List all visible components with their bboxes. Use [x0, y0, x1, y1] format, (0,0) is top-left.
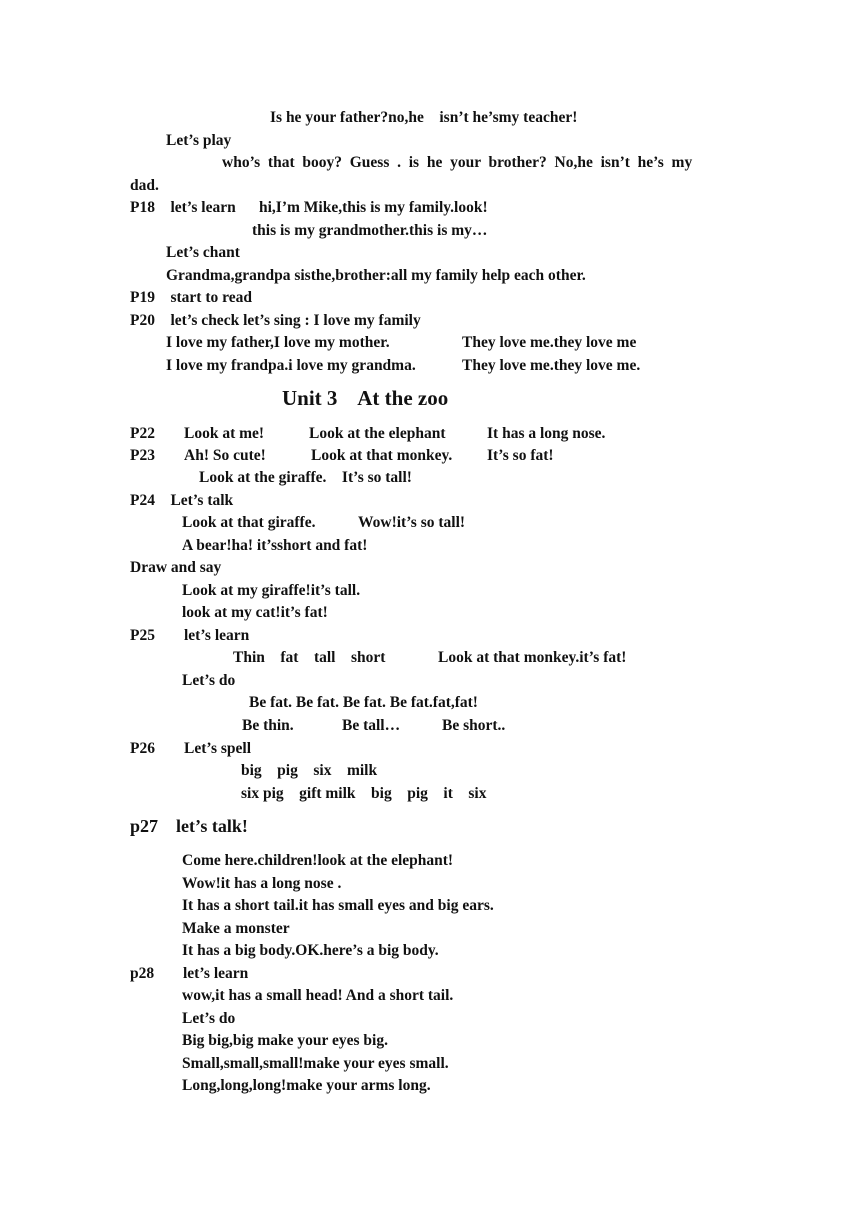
text-line: Let’s do: [182, 1010, 236, 1027]
text-line: Thin fat tall short: [233, 649, 386, 666]
page-label: p28: [130, 965, 155, 982]
text-line: P24 Let’s talk: [130, 492, 234, 509]
text-line: Is he your father?no,he isn’t he’smy teacher!: [270, 109, 578, 126]
text-line: It has a long nose.: [487, 425, 606, 442]
text-line: Look at that monkey.it’s fat!: [438, 649, 627, 666]
text-line: wow,it has a small head! And a short tail.: [182, 987, 454, 1004]
text-line: Let’s spell: [184, 740, 252, 757]
text-line: P18 let’s learn hi,I’m Mike,this is my family.look!: [130, 199, 488, 216]
text-line: dad.: [130, 177, 159, 194]
text-line: Look at that giraffe.: [182, 514, 316, 531]
text-line: look at my cat!it’s fat!: [182, 604, 328, 621]
text-line: Look at that monkey.: [311, 447, 453, 464]
text-line: I love my frandpa.i love my grandma.: [166, 357, 416, 374]
text-line: P20 let’s check let’s sing : I love my family: [130, 312, 421, 329]
text-line: Let’s do: [182, 672, 236, 689]
text-line: Small,small,small!make your eyes small.: [182, 1055, 449, 1072]
text-line: Wow!it’s so tall!: [358, 514, 466, 531]
text-line: Grandma,grandpa sisthe,brother:all my family help each other.: [166, 267, 586, 284]
page-label: P25: [130, 627, 155, 644]
text-line: Draw and say: [130, 559, 222, 576]
text-line: Ah! So cute!: [184, 447, 266, 464]
text-line: It has a big body.OK.here’s a big body.: [182, 942, 439, 959]
text-line: Let’s chant: [166, 244, 240, 261]
text-line: P19 start to read: [130, 289, 252, 306]
text-line: who’s that booy? Guess . is he your brother? No,he isn’t he’s my: [222, 154, 693, 171]
section-heading: p27 let’s talk!: [130, 816, 248, 836]
page-label: P22: [130, 425, 155, 442]
text-line: It has a short tail.it has small eyes and big ears.: [182, 897, 494, 914]
text-line: A bear!ha! it’sshort and fat!: [182, 537, 368, 554]
page-label: P26: [130, 740, 155, 757]
text-line: Look at the elephant: [309, 425, 446, 442]
text-line: I love my father,I love my mother.: [166, 334, 390, 351]
page-label: P23: [130, 447, 155, 464]
text-line: this is my grandmother.this is my…: [252, 222, 488, 239]
unit-heading: Unit 3 At the zoo: [282, 386, 449, 410]
text-line: Wow!it has a long nose .: [182, 875, 342, 892]
text-line: let’s learn: [183, 965, 249, 982]
text-line: Look at the giraffe. It’s so tall!: [199, 469, 412, 486]
text-line: Let’s play: [166, 132, 232, 149]
text-line: Big big,big make your eyes big.: [182, 1032, 388, 1049]
text-line: Be fat. Be fat. Be fat. Be fat.fat,fat!: [249, 694, 478, 711]
text-line: Be thin.: [242, 717, 294, 734]
text-line: six pig gift milk big pig it six: [241, 785, 487, 802]
text-line: big pig six milk: [241, 762, 378, 779]
text-line: Make a monster: [182, 920, 290, 937]
text-line: They love me.they love me: [462, 334, 637, 351]
text-line: Come here.children!look at the elephant!: [182, 852, 454, 869]
text-line: Be short..: [442, 717, 506, 734]
text-line: Look at me!: [184, 425, 265, 442]
text-line: Look at my giraffe!it’s tall.: [182, 582, 361, 599]
text-line: They love me.they love me.: [462, 357, 641, 374]
text-line: It’s so fat!: [487, 447, 554, 464]
text-line: let’s learn: [184, 627, 250, 644]
text-line: Long,long,long!make your arms long.: [182, 1077, 431, 1094]
text-line: Be tall…: [342, 717, 401, 734]
